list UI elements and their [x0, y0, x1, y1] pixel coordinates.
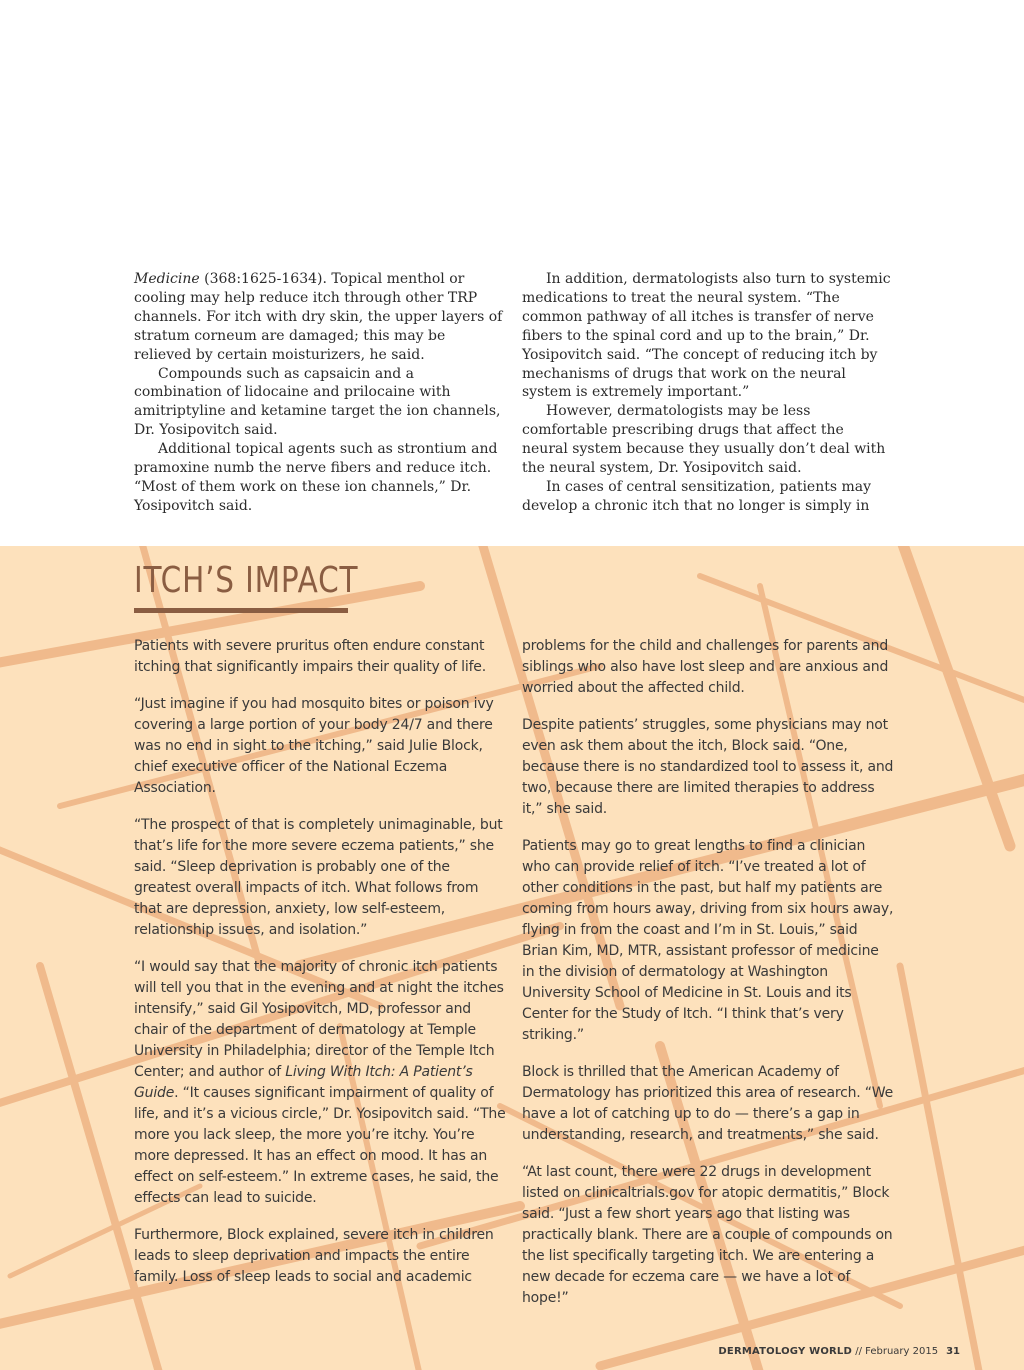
title-underline	[134, 608, 348, 613]
paragraph: “At last count, there were 22 drugs in development listed on clinicaltrials.gov for atopic dermatitis,” Block said. “Just a few short years ago that listing was practically blank. There are a couple of compounds on the list specifically targeting itch. We are entering a new decade for eczema care — we have a lot of hope!”	[522, 1164, 893, 1306]
sidebar-column-left	[134, 636, 506, 1304]
page-number: 31	[946, 1346, 960, 1357]
paragraph	[134, 270, 506, 365]
paragraph: problems for the child and challenges for parents and siblings who also have lost sleep and are anxious and worried about the affected child.	[522, 638, 889, 696]
sidebar-column-right	[522, 636, 894, 1325]
issue-date: February 2015	[865, 1346, 939, 1357]
paragraph: Patients may go to great lengths to find a clinician who can provide relief of itch. “I’ve treated a lot of other conditions in the past, but half my patients are coming from hours away, driving from six hours away, flying in from the coast and I’m in St. Louis,” said Brian Kim, MD, MTR, assistant professor of medicine in the division of dermatology at Washington University School of Medicine in St. Louis and its Center for the Study of Itch. “I think that’s very striking.”	[522, 838, 894, 1043]
paragraph-text: . “It causes significant impairment of quality of life, and it’s a vicious circle,” Dr. Yosipovitch said. “The more you lack sleep, the more you’re itchy. You’re more depressed. It has an effect on mood. It has an effect on self-esteem.” In extreme cases, he said, the effects can lead to suicide.	[134, 1085, 506, 1206]
paragraph: In cases of central sensitization, patients may develop a chronic itch that no longer is simply in	[522, 478, 872, 514]
book-title: Living With Itch: A Patient’s Guide	[134, 1064, 473, 1101]
paragraph: Block is thrilled that the American Academy of Dermatology has prioritized this area of research. “We have a lot of catching up to do — there’s a gap in understanding, research, and treatments,” she said.	[522, 1064, 894, 1143]
paragraph: Compounds such as capsaicin and a combination of lidocaine and prilocaine with amitriptyline and ketamine target the ion channels, Dr. Yosipovitch said.	[134, 365, 501, 439]
sidebar-title: ITCH’S IMPACT	[134, 560, 359, 601]
page-footer	[718, 1346, 960, 1357]
article-column-right	[522, 270, 894, 516]
magazine-name: DERMATOLOGY WORLD	[718, 1346, 853, 1357]
footer-separator: //	[852, 1346, 866, 1357]
paragraph-text: “I would say that the majority of chronic itch patients will tell you that in the evening and at night the itches intensify,” said Gil Yosipovitch, MD, professor and chair of the department of dermatology at Temple University in Philadelphia; director of the Temple Itch Center; and author of	[134, 959, 504, 1080]
paragraph-text: (368:1625-1634). Topical menthol or cooling may help reduce itch through other TRP channels. For itch with dry skin, the upper layers of stratum corneum are damaged; this may be relieved by certain moisturizers, he said.	[134, 271, 503, 363]
paragraph: Despite patients’ struggles, some physicians may not even ask them about the itch, Block said. “One, because there is no standardized tool to assess it, and two, because there are limited therapies to address it,” she said.	[522, 717, 894, 817]
journal-name: Medicine	[134, 271, 200, 287]
paragraph: Furthermore, Block explained, severe itch in children leads to sleep deprivation and impacts the entire family. Loss of sleep leads to social and academic	[134, 1227, 494, 1285]
paragraph	[134, 957, 506, 1209]
paragraph: Patients with severe pruritus often endure constant itching that significantly impairs their quality of life.	[134, 638, 486, 675]
paragraph: In addition, dermatologists also turn to systemic medications to treat the neural system. “The common pathway of all itches is transfer of nerve fibers to the spinal cord and up to the brain,” Dr. Yosipovitch said. “The concept of reducing itch by mechanisms of drugs that work on the neural system is extremely important.”	[522, 271, 891, 401]
article-top-section	[0, 0, 1024, 546]
paragraph: Additional topical agents such as strontium and pramoxine numb the nerve fibers and reduce itch. “Most of them work on these ion channels,” Dr. Yosipovitch said.	[134, 441, 498, 514]
article-column-left	[134, 270, 506, 516]
paragraph: “Just imagine if you had mosquito bites or poison ivy covering a large portion of your body 24/7 and there was no end in sight to the itching,” said Julie Block, chief executive officer of the National Eczema Association.	[134, 696, 494, 796]
paragraph: However, dermatologists may be less comfortable prescribing drugs that affect the neural system because they usually don’t deal with the neural system, Dr. Yosipovitch said.	[522, 403, 886, 477]
paragraph: “The prospect of that is completely unimaginable, but that’s life for the more severe eczema patients,” she said. “Sleep deprivation is probably one of the greatest overall impacts of itch. What follows from that are depression, anxiety, low self-esteem, relationship issues, and isolation.”	[134, 817, 503, 938]
